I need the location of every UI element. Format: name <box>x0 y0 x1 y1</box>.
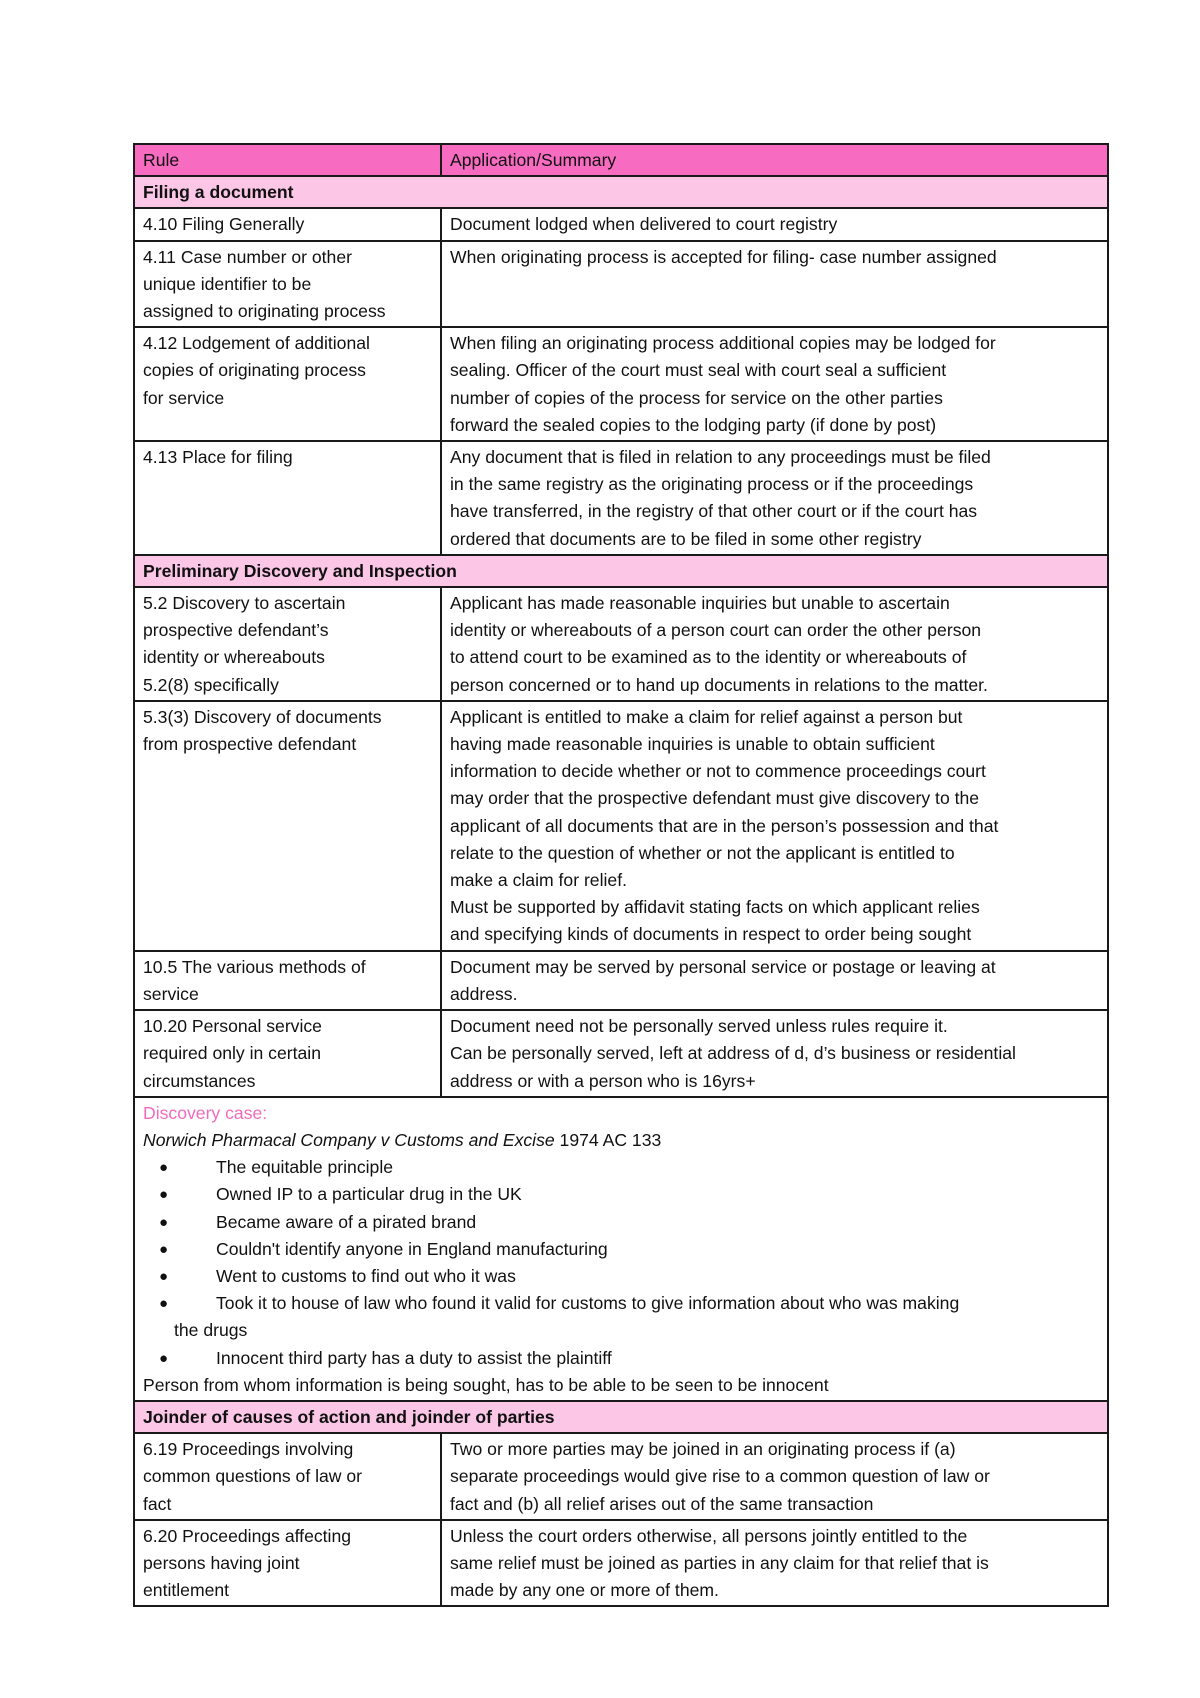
rule-cell <box>134 1010 441 1097</box>
cell-line: separate proceedings would give rise to a common question of law or <box>450 1466 990 1487</box>
cell-line: Two or more parties may be joined in an originating process if (a) <box>450 1439 956 1460</box>
case-reference <box>143 1127 1099 1154</box>
cell-line: 4.13 Place for filing <box>143 447 293 468</box>
cell-line: 6.19 Proceedings involving <box>143 1439 354 1460</box>
cell-line: Document lodged when delivered to court registry <box>450 214 838 235</box>
cell-line: 10.5 The various methods of <box>143 956 366 977</box>
bullet-icon: ● <box>159 1159 169 1177</box>
section-row-discovery <box>134 555 1108 587</box>
summary-cell <box>441 1433 1108 1520</box>
table-row <box>134 701 1108 951</box>
cell-line: Applicant has made reasonable inquiries but unable to ascertain <box>450 593 950 614</box>
cell-line: applicant of all documents that are in the person’s possession and that <box>450 815 999 836</box>
cell-line: fact <box>143 1493 172 1514</box>
case-name: Norwich Pharmacal Company v Customs and Excise <box>143 1129 555 1150</box>
list-item: ● The equitable principle <box>143 1154 1099 1181</box>
cell-line: Document need not be personally served unless rules require it. <box>450 1016 948 1037</box>
cell-line: relate to the question of whether or not the applicant is entitled to <box>450 842 955 863</box>
rule-cell <box>134 241 441 328</box>
cell-line: in the same registry as the originating process or if the proceedings <box>450 474 974 495</box>
cell-line: for service <box>143 387 225 408</box>
rule-cell <box>134 1520 441 1607</box>
cell-line: Unless the court orders otherwise, all persons jointly entitled to the <box>450 1525 968 1546</box>
section-title: Joinder of causes of action and joinder of parties <box>134 1401 1108 1433</box>
cell-line: 4.10 Filing Generally <box>143 214 305 235</box>
cell-line: 5.3(3) Discovery of documents <box>143 706 382 727</box>
rules-table <box>133 143 1109 1607</box>
header-rule: Rule <box>134 144 441 176</box>
case-citation: 1974 AC 133 <box>554 1129 662 1150</box>
bullet-icon: ● <box>159 1213 169 1231</box>
header-summary: Application/Summary <box>441 144 1108 176</box>
bullet-icon: ● <box>159 1240 169 1258</box>
case-cell <box>134 1097 1108 1401</box>
cell-line: to attend court to be examined as to the identity or whereabouts of <box>450 647 967 668</box>
section-row-joinder <box>134 1401 1108 1433</box>
table-row <box>134 587 1108 701</box>
cell-line: Any document that is filed in relation to any proceedings must be filed <box>450 447 991 468</box>
cell-line: identity or whereabouts <box>143 647 325 668</box>
cell-line: having made reasonable inquiries is unable to obtain sufficient <box>450 734 935 755</box>
cell-line: Document may be served by personal service or postage or leaving at <box>450 956 996 977</box>
table-row <box>134 951 1108 1010</box>
table-row <box>134 327 1108 441</box>
section-title: Preliminary Discovery and Inspection <box>134 555 1108 587</box>
cell-line: Must be supported by affidavit stating facts on which applicant relies <box>450 897 980 918</box>
cell-line: make a claim for relief. <box>450 870 627 891</box>
list-item: ● Went to customs to find out who it was <box>143 1263 1099 1290</box>
cell-line: address or with a person who is 16yrs+ <box>450 1070 756 1091</box>
cell-line: person concerned or to hand up documents in relations to the matter. <box>450 674 988 695</box>
list-item: ● Took it to house of law who found it valid for customs to give information about who was making the drugs <box>143 1290 1099 1344</box>
cell-line: When originating process is accepted for filing- case number assigned <box>450 246 997 267</box>
cell-line: ordered that documents are to be filed in some other registry <box>450 528 922 549</box>
summary-cell <box>441 241 1108 328</box>
cell-line: forward the sealed copies to the lodging party (if done by post) <box>450 414 937 435</box>
rule-cell <box>134 327 441 441</box>
cell-line: 10.20 Personal service <box>143 1016 322 1037</box>
cell-line: Can be personally served, left at address of d, d’s business or residential <box>450 1043 1016 1064</box>
cell-line: persons having joint <box>143 1552 300 1573</box>
cell-line: 4.12 Lodgement of additional <box>143 333 370 354</box>
document-page <box>133 143 1107 1607</box>
cell-line: When filing an originating process additional copies may be lodged for <box>450 333 996 354</box>
cell-line: circumstances <box>143 1070 256 1091</box>
list-item: ● Couldn't identify anyone in England manufacturing <box>143 1236 1099 1263</box>
case-label: Discovery case: <box>143 1102 268 1123</box>
summary-cell <box>441 327 1108 441</box>
cell-line: 6.20 Proceedings affecting <box>143 1525 352 1546</box>
summary-cell <box>441 587 1108 701</box>
header-row <box>134 144 1108 176</box>
case-row <box>134 1097 1108 1401</box>
section-row-filing <box>134 176 1108 208</box>
case-bullet-list <box>143 1154 1099 1372</box>
cell-line: service <box>143 983 199 1004</box>
section-title: Filing a document <box>134 176 1108 208</box>
table-row <box>134 208 1108 240</box>
summary-cell <box>441 1520 1108 1607</box>
bullet-icon: ● <box>159 1186 169 1204</box>
cell-line: address. <box>450 983 518 1004</box>
summary-cell <box>441 208 1108 240</box>
summary-cell <box>441 441 1108 555</box>
cell-line: sealing. Officer of the court must seal with court seal a sufficient <box>450 360 947 381</box>
cell-line: may order that the prospective defendant must give discovery to the <box>450 788 980 809</box>
cell-line: copies of originating process <box>143 360 366 381</box>
cell-line: from prospective defendant <box>143 734 357 755</box>
list-item: ● Owned IP to a particular drug in the UK <box>143 1181 1099 1208</box>
cell-line: required only in certain <box>143 1043 321 1064</box>
rule-cell <box>134 441 441 555</box>
cell-line: entitlement <box>143 1580 230 1601</box>
summary-cell <box>441 701 1108 951</box>
rule-cell <box>134 1433 441 1520</box>
cell-line: common questions of law or <box>143 1466 363 1487</box>
rule-cell <box>134 951 441 1010</box>
bullet-icon: ● <box>159 1267 169 1285</box>
summary-cell <box>441 951 1108 1010</box>
bullet-icon: ● <box>159 1295 169 1313</box>
cell-line: have transferred, in the registry of that other court or if the court has <box>450 501 978 522</box>
case-note: Person from whom information is being sought, has to be able to be seen to be innocent <box>143 1374 829 1395</box>
rule-cell <box>134 701 441 951</box>
list-item: ● Innocent third party has a duty to assist the plaintiff <box>143 1345 1099 1372</box>
table-row <box>134 1433 1108 1520</box>
cell-line: fact and (b) all relief arises out of the same transaction <box>450 1493 874 1514</box>
cell-line: Applicant is entitled to make a claim for relief against a person but <box>450 706 963 727</box>
table-row <box>134 1010 1108 1097</box>
summary-cell <box>441 1010 1108 1097</box>
cell-line: assigned to originating process <box>143 301 386 322</box>
cell-line: prospective defendant’s <box>143 620 329 641</box>
bullet-icon: ● <box>159 1349 169 1367</box>
list-item: ● Became aware of a pirated brand <box>143 1209 1099 1236</box>
rule-cell <box>134 208 441 240</box>
cell-line: information to decide whether or not to commence proceedings court <box>450 761 986 782</box>
table-row <box>134 441 1108 555</box>
cell-line: and specifying kinds of documents in respect to order being sought <box>450 924 972 945</box>
cell-line: unique identifier to be <box>143 273 312 294</box>
cell-line: same relief must be joined as parties in any claim for that relief that is <box>450 1552 989 1573</box>
cell-line: number of copies of the process for service on the other parties <box>450 387 943 408</box>
rule-cell <box>134 587 441 701</box>
table-row <box>134 1520 1108 1607</box>
cell-line: 4.11 Case number or other <box>143 246 352 267</box>
cell-line: identity or whereabouts of a person court can order the other person <box>450 620 982 641</box>
table-row <box>134 241 1108 328</box>
cell-line: 5.2(8) specifically <box>143 674 279 695</box>
cell-line: made by any one or more of them. <box>450 1580 719 1601</box>
cell-line: 5.2 Discovery to ascertain <box>143 593 346 614</box>
